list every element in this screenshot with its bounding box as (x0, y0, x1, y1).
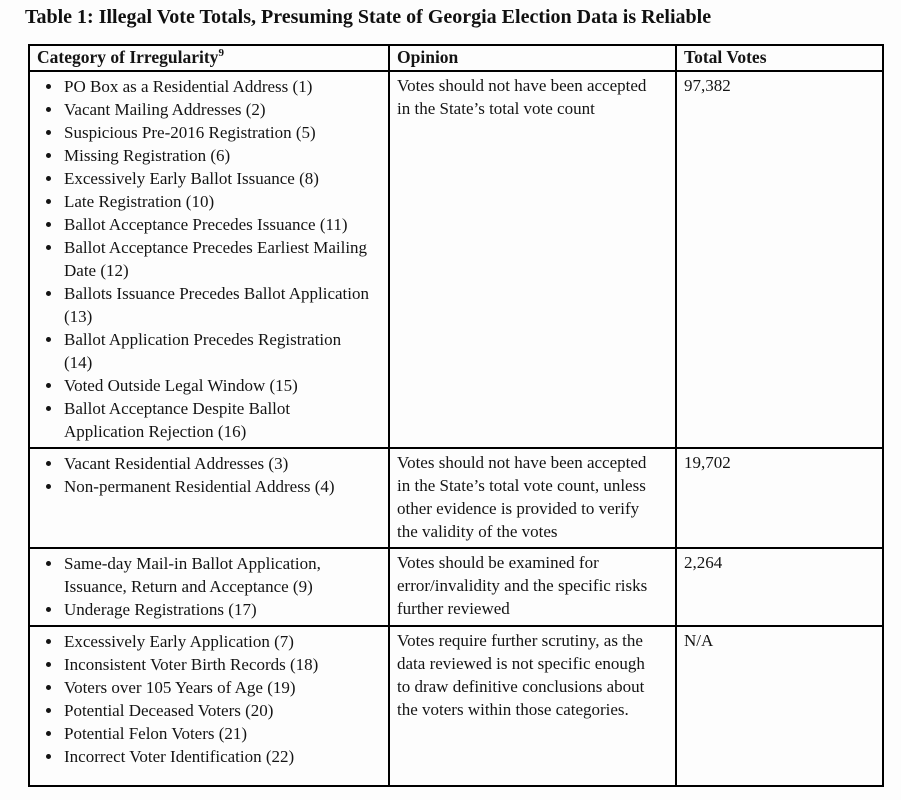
category-item: • Late Registration (10) (63, 190, 370, 213)
category-cell (29, 548, 389, 626)
category-item: • Incorrect Voter Identification (22) (63, 745, 370, 768)
category-item: • Same-day Mail-in Ballot Application, Issuance, Return and Acceptance (9) (63, 552, 370, 598)
category-item: • Missing Registration (6) (63, 144, 370, 167)
opinion-cell (389, 71, 676, 448)
total-votes-value: N/A (684, 631, 714, 650)
category-item: • Vacant Mailing Addresses (2) (63, 98, 370, 121)
category-item: • Ballots Issuance Precedes Ballot Application (13) (63, 282, 370, 328)
opinion-text: Votes should not have been accepted in the State’s total vote count, unless other evidence is provided to verify the validity of the votes (397, 453, 647, 541)
category-item: • Potential Felon Voters (21) (63, 722, 370, 745)
category-item: • Ballot Acceptance Precedes Issuance (11) (63, 213, 370, 236)
category-item: • Voters over 105 Years of Age (19) (63, 676, 370, 699)
category-item: • Potential Deceased Voters (20) (63, 699, 370, 722)
category-item: • Suspicious Pre-2016 Registration (5) (63, 121, 370, 144)
total-votes-cell (676, 71, 883, 448)
footnote-reference: 9 (218, 47, 224, 60)
table-row (29, 71, 883, 448)
category-list (30, 75, 370, 443)
opinion-cell (389, 626, 676, 786)
total-votes-value: 2,264 (684, 553, 723, 572)
category-list (30, 452, 370, 498)
category-cell (29, 71, 389, 448)
total-votes-value: 97,382 (684, 76, 731, 95)
category-item: • Non-permanent Residential Address (4) (63, 475, 370, 498)
column-header-opinion: Opinion (389, 45, 676, 71)
total-votes-cell (676, 548, 883, 626)
category-list (30, 630, 370, 768)
table-row (29, 548, 883, 626)
column-header-category (29, 45, 389, 71)
category-item: • Excessively Early Ballot Issuance (8) (63, 167, 370, 190)
category-item: • Excessively Early Application (7) (63, 630, 370, 653)
category-item: • Ballot Acceptance Precedes Earliest Mailing Date (12) (63, 236, 370, 282)
table-row (29, 626, 883, 786)
opinion-text: Votes should not have been accepted in the State’s total vote count (397, 76, 647, 118)
total-votes-value: 19,702 (684, 453, 731, 472)
category-item: • Underage Registrations (17) (63, 598, 370, 621)
irregularity-table (28, 44, 884, 787)
table-body (29, 71, 883, 786)
opinion-text: Votes require further scrutiny, as the data reviewed is not specific enough to draw definitive conclusions about the voters within those categories. (397, 631, 645, 719)
total-votes-cell (676, 626, 883, 786)
category-item: • Vacant Residential Addresses (3) (63, 452, 370, 475)
opinion-cell (389, 448, 676, 548)
category-item: • Ballot Acceptance Despite Ballot Application Rejection (16) (63, 397, 370, 443)
column-header-category-label: Category of Irregularity (37, 47, 219, 67)
column-header-total-votes: Total Votes (676, 45, 883, 71)
total-votes-cell (676, 448, 883, 548)
table-header-row (29, 45, 883, 71)
page-title: Table 1: Illegal Vote Totals, Presuming State of Georgia Election Data is Reliable (25, 6, 712, 28)
category-item: • Voted Outside Legal Window (15) (63, 374, 370, 397)
opinion-cell (389, 548, 676, 626)
category-cell (29, 448, 389, 548)
category-list (30, 552, 370, 621)
category-cell (29, 626, 389, 786)
category-item: • Ballot Application Precedes Registration (14) (63, 328, 370, 374)
opinion-text: Votes should be examined for error/invalidity and the specific risks further reviewed (397, 553, 648, 618)
category-item: • PO Box as a Residential Address (1) (63, 75, 370, 98)
category-item: • Inconsistent Voter Birth Records (18) (63, 653, 370, 676)
table-row (29, 448, 883, 548)
